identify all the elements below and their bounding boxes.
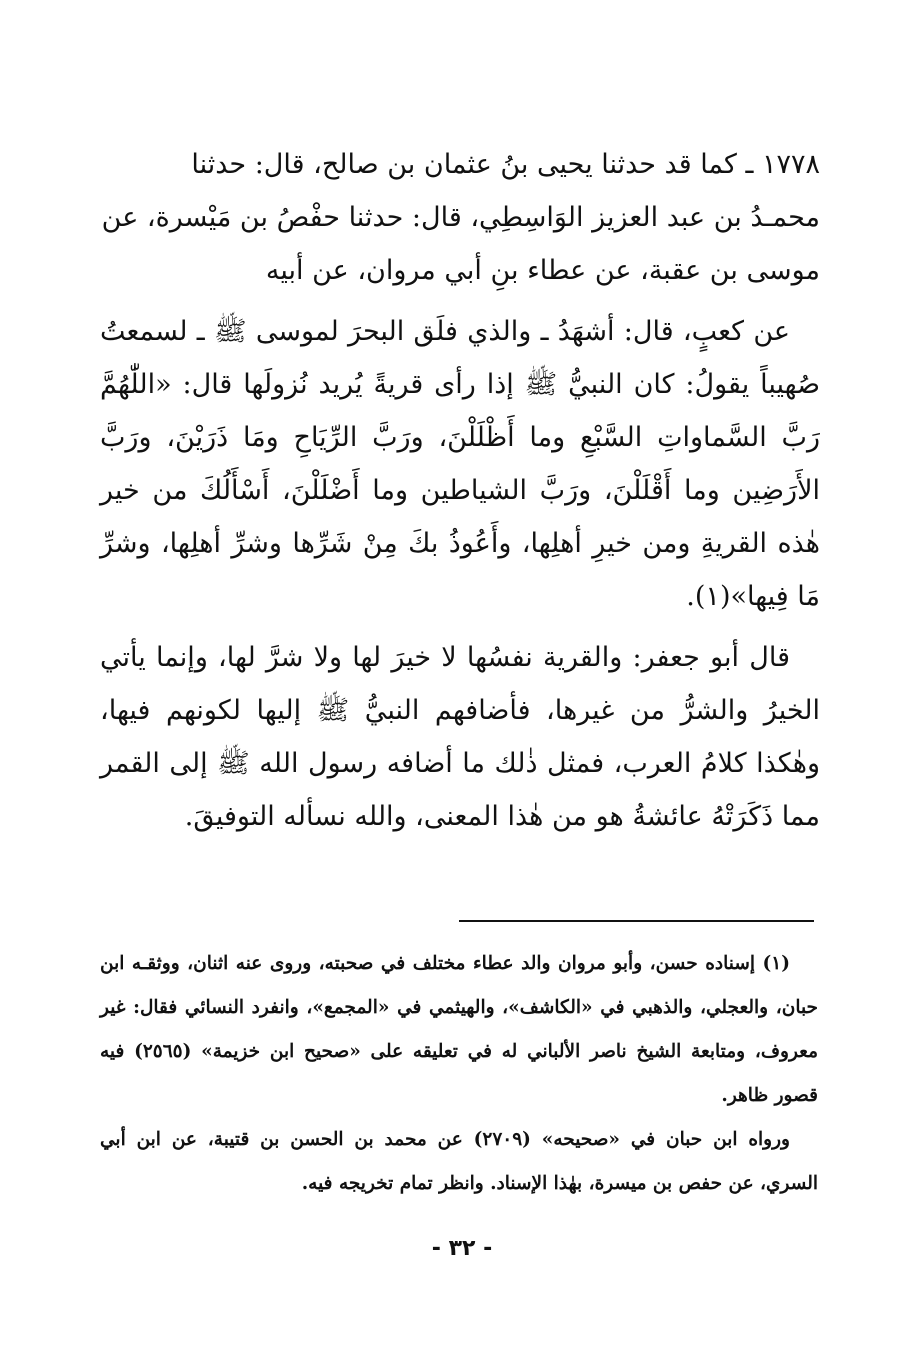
hadith-isnad-line-3: موسى بن عقبة، عن عطاء بنِ أبي مروان، عن أبيه [265, 255, 820, 286]
hadith-matn: عن كعبٍ، قال: أشهَدُ ـ والذي فلَق البحرَ لموسى ﷺ ـ لسمعتُ صُهيباً يقولُ: كان النبيُّ ﷺ إذا رأى قريةً يُريد نُزولَها قال: «اللّٰهُمَّ رَبَّ السَّماواتِ السَّبْعِ وما أَظْلَلْنَ، ورَبَّ الرِّيَاحِ ومَا ذَرَيْنَ، ورَبَّ الأَرَضِين وما أَقْلَلْنَ، ورَبَّ الشياطين وما أَضْلَلْنَ، أَسْأَلُكَ من خير هٰذه القريةِ ومن خيرِ أهلِها، وأَعُوذُ بكَ مِنْ شَرِّها وشرِّ أهلِها، وشرِّ مَا فِيها»(١). [100, 316, 820, 612]
footnote-2: ورواه ابن حبان في «صحيحه» (٢٧٠٩) عن محمد بن الحسن بن قتيبة، عن ابن أبي السري، عن حفص بن ميسرة، بهٰذا الإسناد. وانظر تمام تخريجه فيه. [100, 1129, 818, 1194]
footnote-1: (١) إسناده حسن، وأبو مروان والد عطاء مختلف في صحبته، وروى عنه اثنان، ووثقـه ابن حبان، والعجلي، والذهبي في «الكاشف»، والهيثمي في «المجمع»، وانفرد النسائي فقال: غير معروف، ومتابعة الشيخ ناصر الألباني له في تعليقه على «صحيح ابن خزيمة» (٢٥٦٥) فيه قصور ظاهر. [100, 953, 818, 1106]
main-text [100, 138, 820, 843]
commentary-paragraph: قال أبو جعفر: والقرية نفسُها لا خيرَ لها ولا شرَّ لها، وإنما يأتي الخيرُ والشرُّ من غيرها، فأضافهم النبيُّ ﷺ إليها لكونهم فيها، وهٰكذا كلامُ العرب، فمثل ذٰلك ما أضافه رسول الله ﷺ إلى القمر مما ذَكَرَتْهُ عائشةُ هو من هٰذا المعنى، والله نسأله التوفيقَ. [100, 642, 820, 832]
page-number: - ٣٢ - [431, 1236, 493, 1261]
footnote-separator [459, 920, 814, 922]
hadith-isnad-line-2: محمـدُ بن عبد العزيز الوَاسِطِي، قال: حدثنا حفْصُ بن مَيْسرة، عن [101, 202, 820, 233]
footnotes [100, 942, 818, 1206]
hadith-isnad-line-1: ١٧٧٨ ـ كما قد حدثنا يحيى بنُ عثمان بن صالح، قال: حدثنا [191, 149, 820, 180]
